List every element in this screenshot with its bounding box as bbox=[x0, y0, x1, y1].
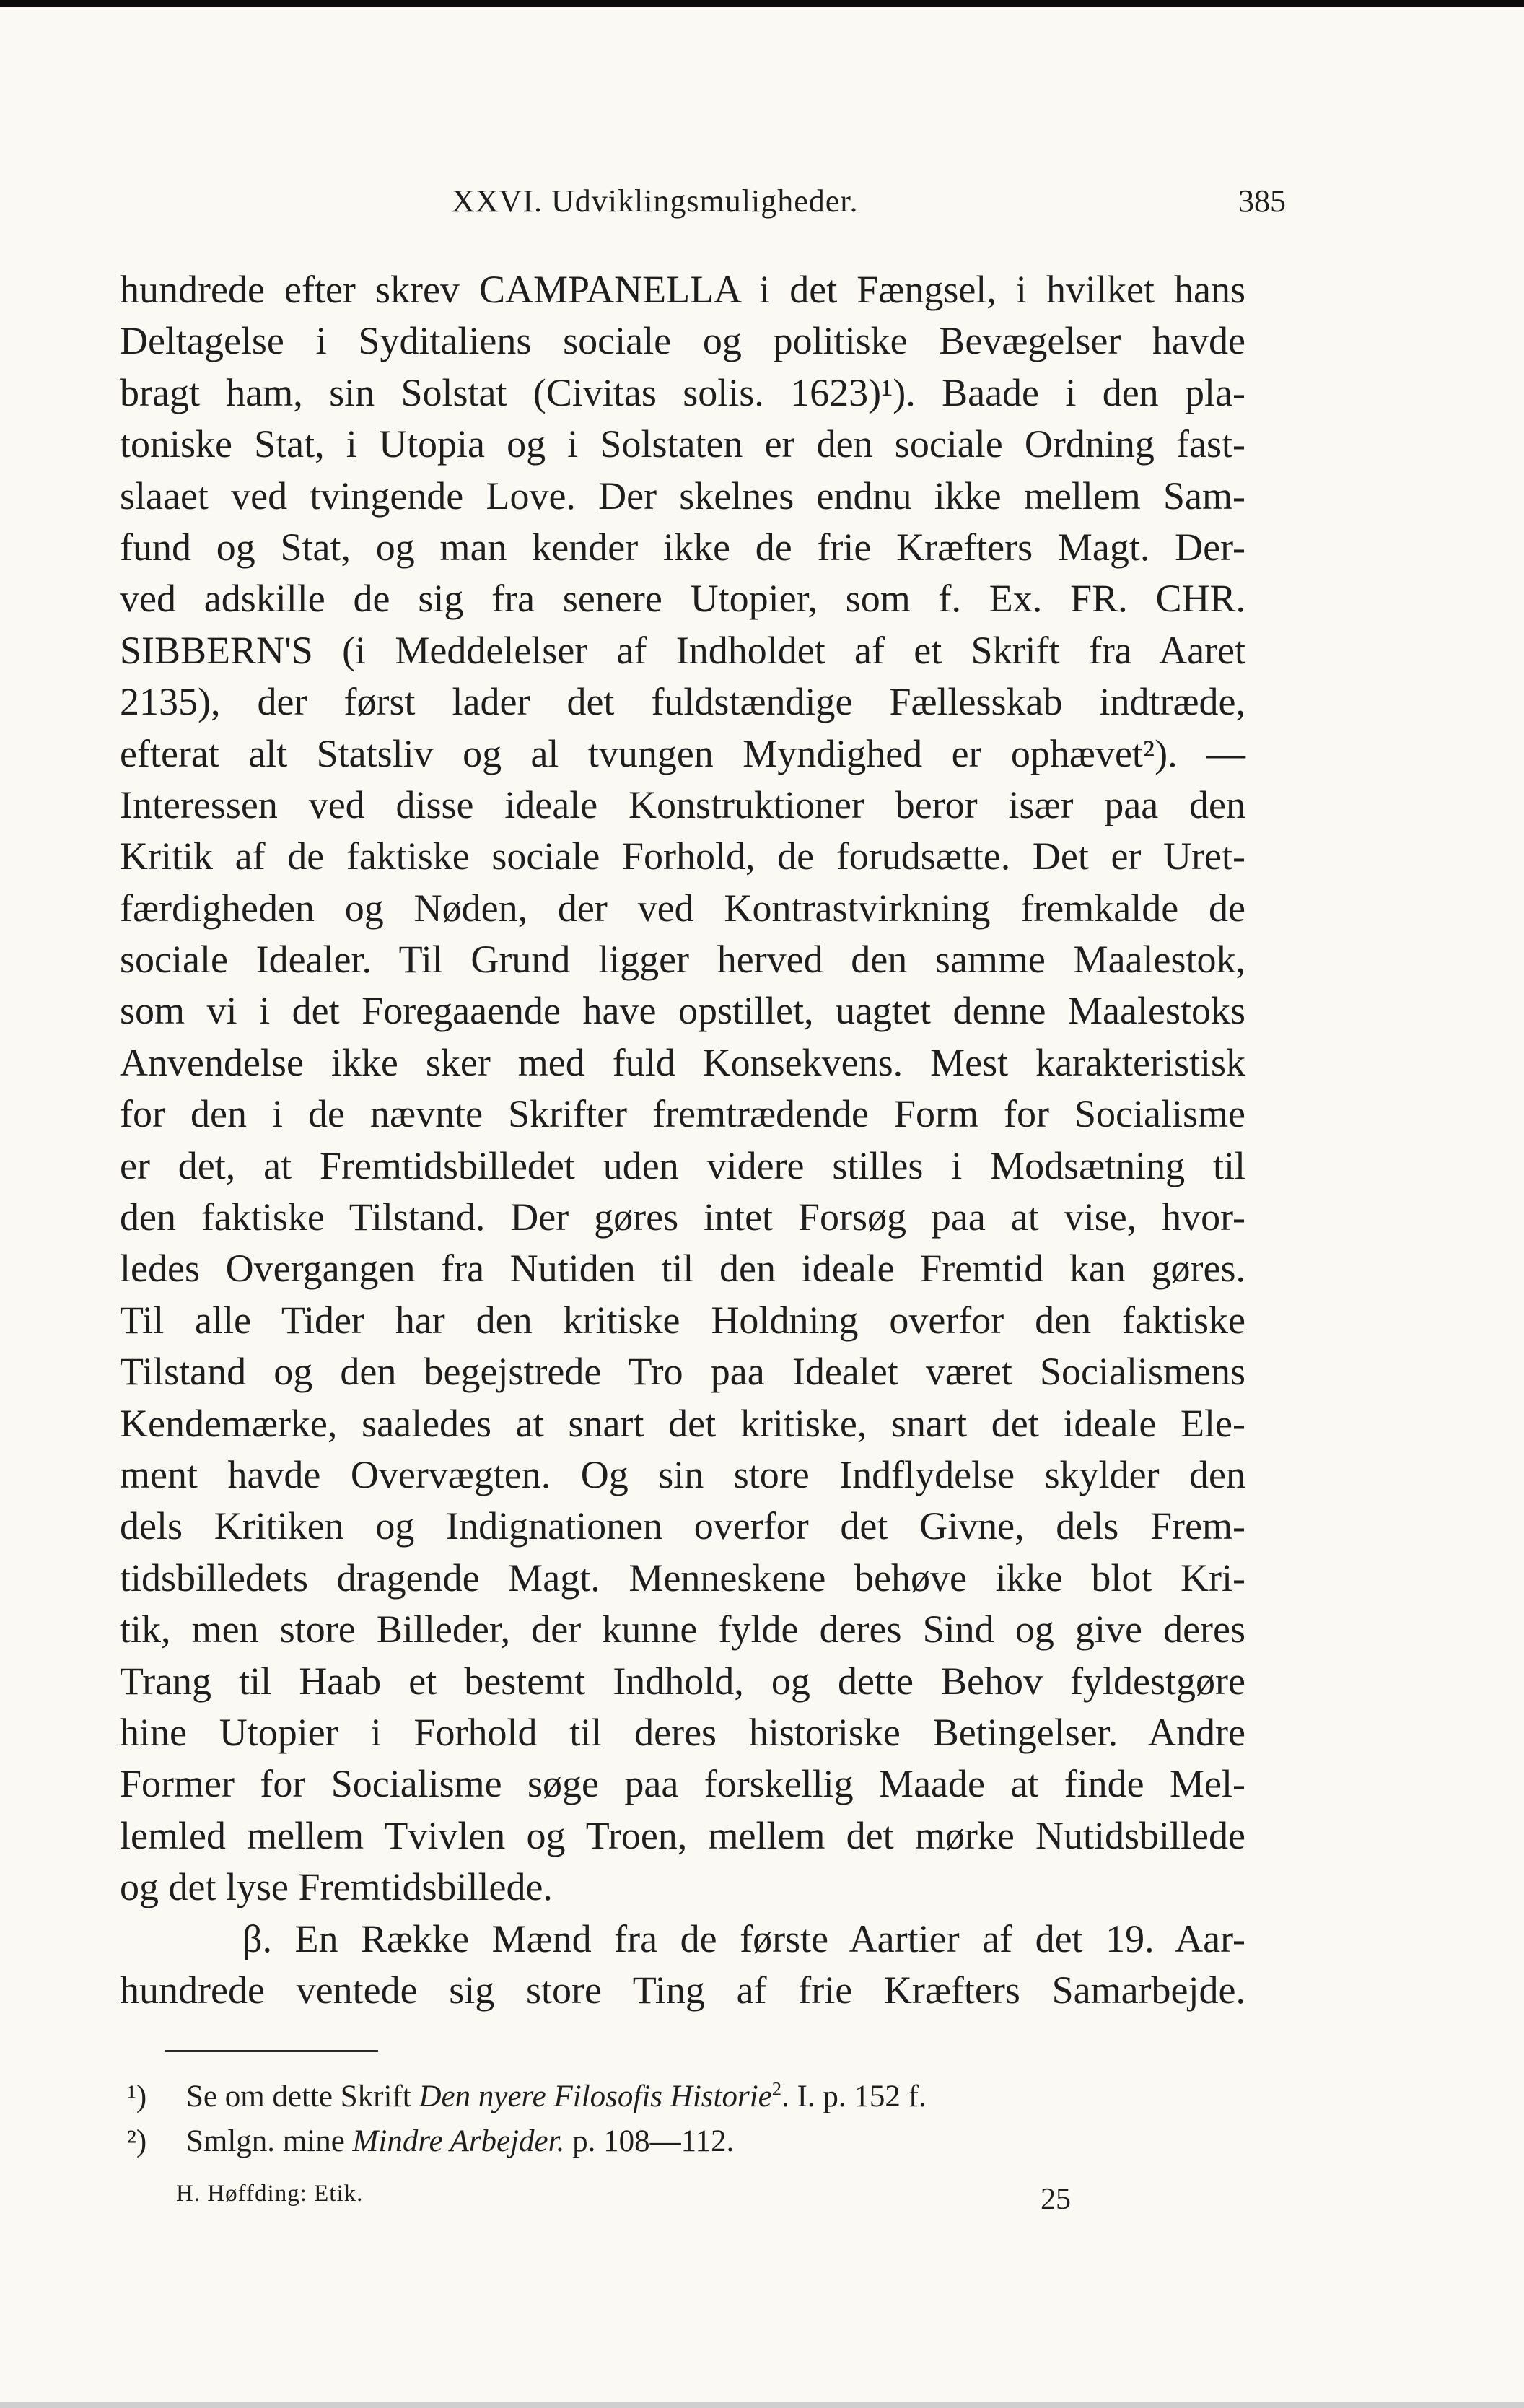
text-line: ved adskille de sig fra senere Utopier, som f. Ex. FR. CHR. bbox=[120, 577, 1245, 621]
text-line: Kritik af de faktiske sociale Forhold, de forudsætte. Det er Uret- bbox=[120, 834, 1245, 878]
text-line: hundrede efter skrev CAMPANELLA i det Fængsel, i hvilket hans bbox=[120, 268, 1245, 311]
footnote-book-title: Mindre Arbejder. bbox=[352, 2124, 565, 2158]
text-line: tik, men store Billeder, der kunne fylde deres Sind og give deres bbox=[120, 1607, 1245, 1652]
footnote-text: Se om dette Skrift bbox=[186, 2080, 419, 2113]
footnote-text: p. 108—112. bbox=[564, 2124, 735, 2158]
text-line: lemled mellem Tvivlen og Troen, mellem det mørke Nutidsbillede bbox=[120, 1813, 1245, 1857]
page-number: 385 bbox=[1238, 183, 1286, 219]
footnote-edition: 2 bbox=[771, 2077, 782, 2100]
footnote-mark: ¹) bbox=[127, 2080, 147, 2113]
text-line: dels Kritiken og Indignationen overfor det Givne, dels Frem- bbox=[120, 1504, 1245, 1548]
footnotes bbox=[127, 2075, 1209, 2164]
text-line: Deltagelse i Syditaliens sociale og politiske Bevægelser havde bbox=[120, 319, 1245, 363]
main-text bbox=[120, 264, 1245, 2016]
paragraph-2 bbox=[120, 1914, 1245, 2017]
text-line: Til alle Tider har den kritiske Holdning overfor den faktiske bbox=[120, 1298, 1245, 1342]
text-line: den faktiske Tilstand. Der gøres intet Forsøg paa at vise, hvor- bbox=[120, 1195, 1245, 1239]
running-header bbox=[452, 176, 1286, 227]
text-line: Anvendelse ikke sker med fuld Konsekvens. Mest karakteristisk bbox=[120, 1040, 1245, 1084]
running-title: XXVI. Udviklingsmuligheder. bbox=[452, 183, 859, 219]
text-line: Kendemærke, saaledes at snart det kritiske, snart det ideale Ele- bbox=[120, 1401, 1245, 1445]
text-line: tidsbilledets dragende Magt. Menneskene behøve ikke blot Kri- bbox=[120, 1556, 1245, 1600]
text-line: slaaet ved tvingende Love. Der skelnes endnu ikke mellem Sam- bbox=[120, 474, 1245, 518]
text-line: Trang til Haab et bestemt Indhold, og dette Behov fyldestgøre bbox=[120, 1659, 1245, 1703]
text-line: Tilstand og den begejstrede Tro paa Idealet været Socialismens bbox=[120, 1350, 1245, 1394]
text-line: toniske Stat, i Utopia og i Solstaten er den sociale Ordning fast- bbox=[120, 422, 1245, 466]
text-line: β. En Række Mænd fra de første Aartier af det 19. Aar- bbox=[242, 1916, 1245, 1960]
footnote-text: Smlgn. mine bbox=[186, 2124, 353, 2158]
footnote-book-title: Den nyere Filosofis Historie bbox=[419, 2080, 772, 2113]
text-line: er det, at Fremtidsbilledet uden videre stilles i Modsætning til bbox=[120, 1143, 1245, 1187]
text-line: Interessen ved disse ideale Konstruktioner beror især paa den bbox=[120, 782, 1245, 826]
text-line: for den i de nævnte Skrifter fremtrædende Form for Socialisme bbox=[120, 1092, 1245, 1136]
text-line: fund og Stat, og man kender ikke de frie Kræfters Magt. Der- bbox=[120, 525, 1245, 569]
text-line: færdigheden og Nøden, der ved Kontrastvirkning fremkalde de bbox=[120, 886, 1245, 930]
footnote-1 bbox=[127, 2075, 1209, 2119]
text-line: ment havde Overvægten. Og sin store Indflydelse skylder den bbox=[120, 1452, 1245, 1496]
paragraph-1 bbox=[120, 264, 1245, 1914]
footnote-2 bbox=[127, 2119, 1209, 2164]
text-line: sociale Idealer. Til Grund ligger herved den samme Maalestok, bbox=[120, 938, 1245, 982]
text-line: efterat alt Statsliv og al tvungen Myndighed er ophævet²). — bbox=[120, 731, 1245, 775]
text-line: som vi i det Foregaaende have opstillet, uagtet denne Maalestoks bbox=[120, 989, 1245, 1033]
footnote-divider bbox=[165, 2050, 378, 2052]
text-line: Former for Socialisme søge paa forskellig Maade at finde Mel- bbox=[120, 1762, 1245, 1806]
printer-signature: H. Høffding: Etik. bbox=[176, 2181, 364, 2207]
text-line: hundrede ventede sig store Ting af frie Kræfters Samarbejde. bbox=[120, 1968, 1245, 2012]
footnote-text: . I. p. 152 f. bbox=[781, 2080, 927, 2113]
text-line: bragt ham, sin Solstat (Civitas solis. 1623)¹). Baade i den pla- bbox=[120, 370, 1245, 414]
text-line: ledes Overgangen fra Nutiden til den ideale Fremtid kan gøres. bbox=[120, 1247, 1245, 1291]
text-line: og det lyse Fremtidsbillede. bbox=[120, 1865, 553, 1909]
text-line: 2135), der først lader det fuldstændige Fællesskab indtræde, bbox=[120, 680, 1245, 724]
footnote-mark: ²) bbox=[127, 2124, 147, 2158]
text-line: SIBBERN'S (i Meddelelser af Indholdet af et Skrift fra Aaret bbox=[120, 628, 1245, 672]
text-line: hine Utopier i Forhold til deres historiske Betingelser. Andre bbox=[120, 1710, 1245, 1754]
sheet-number: 25 bbox=[1041, 2183, 1071, 2216]
